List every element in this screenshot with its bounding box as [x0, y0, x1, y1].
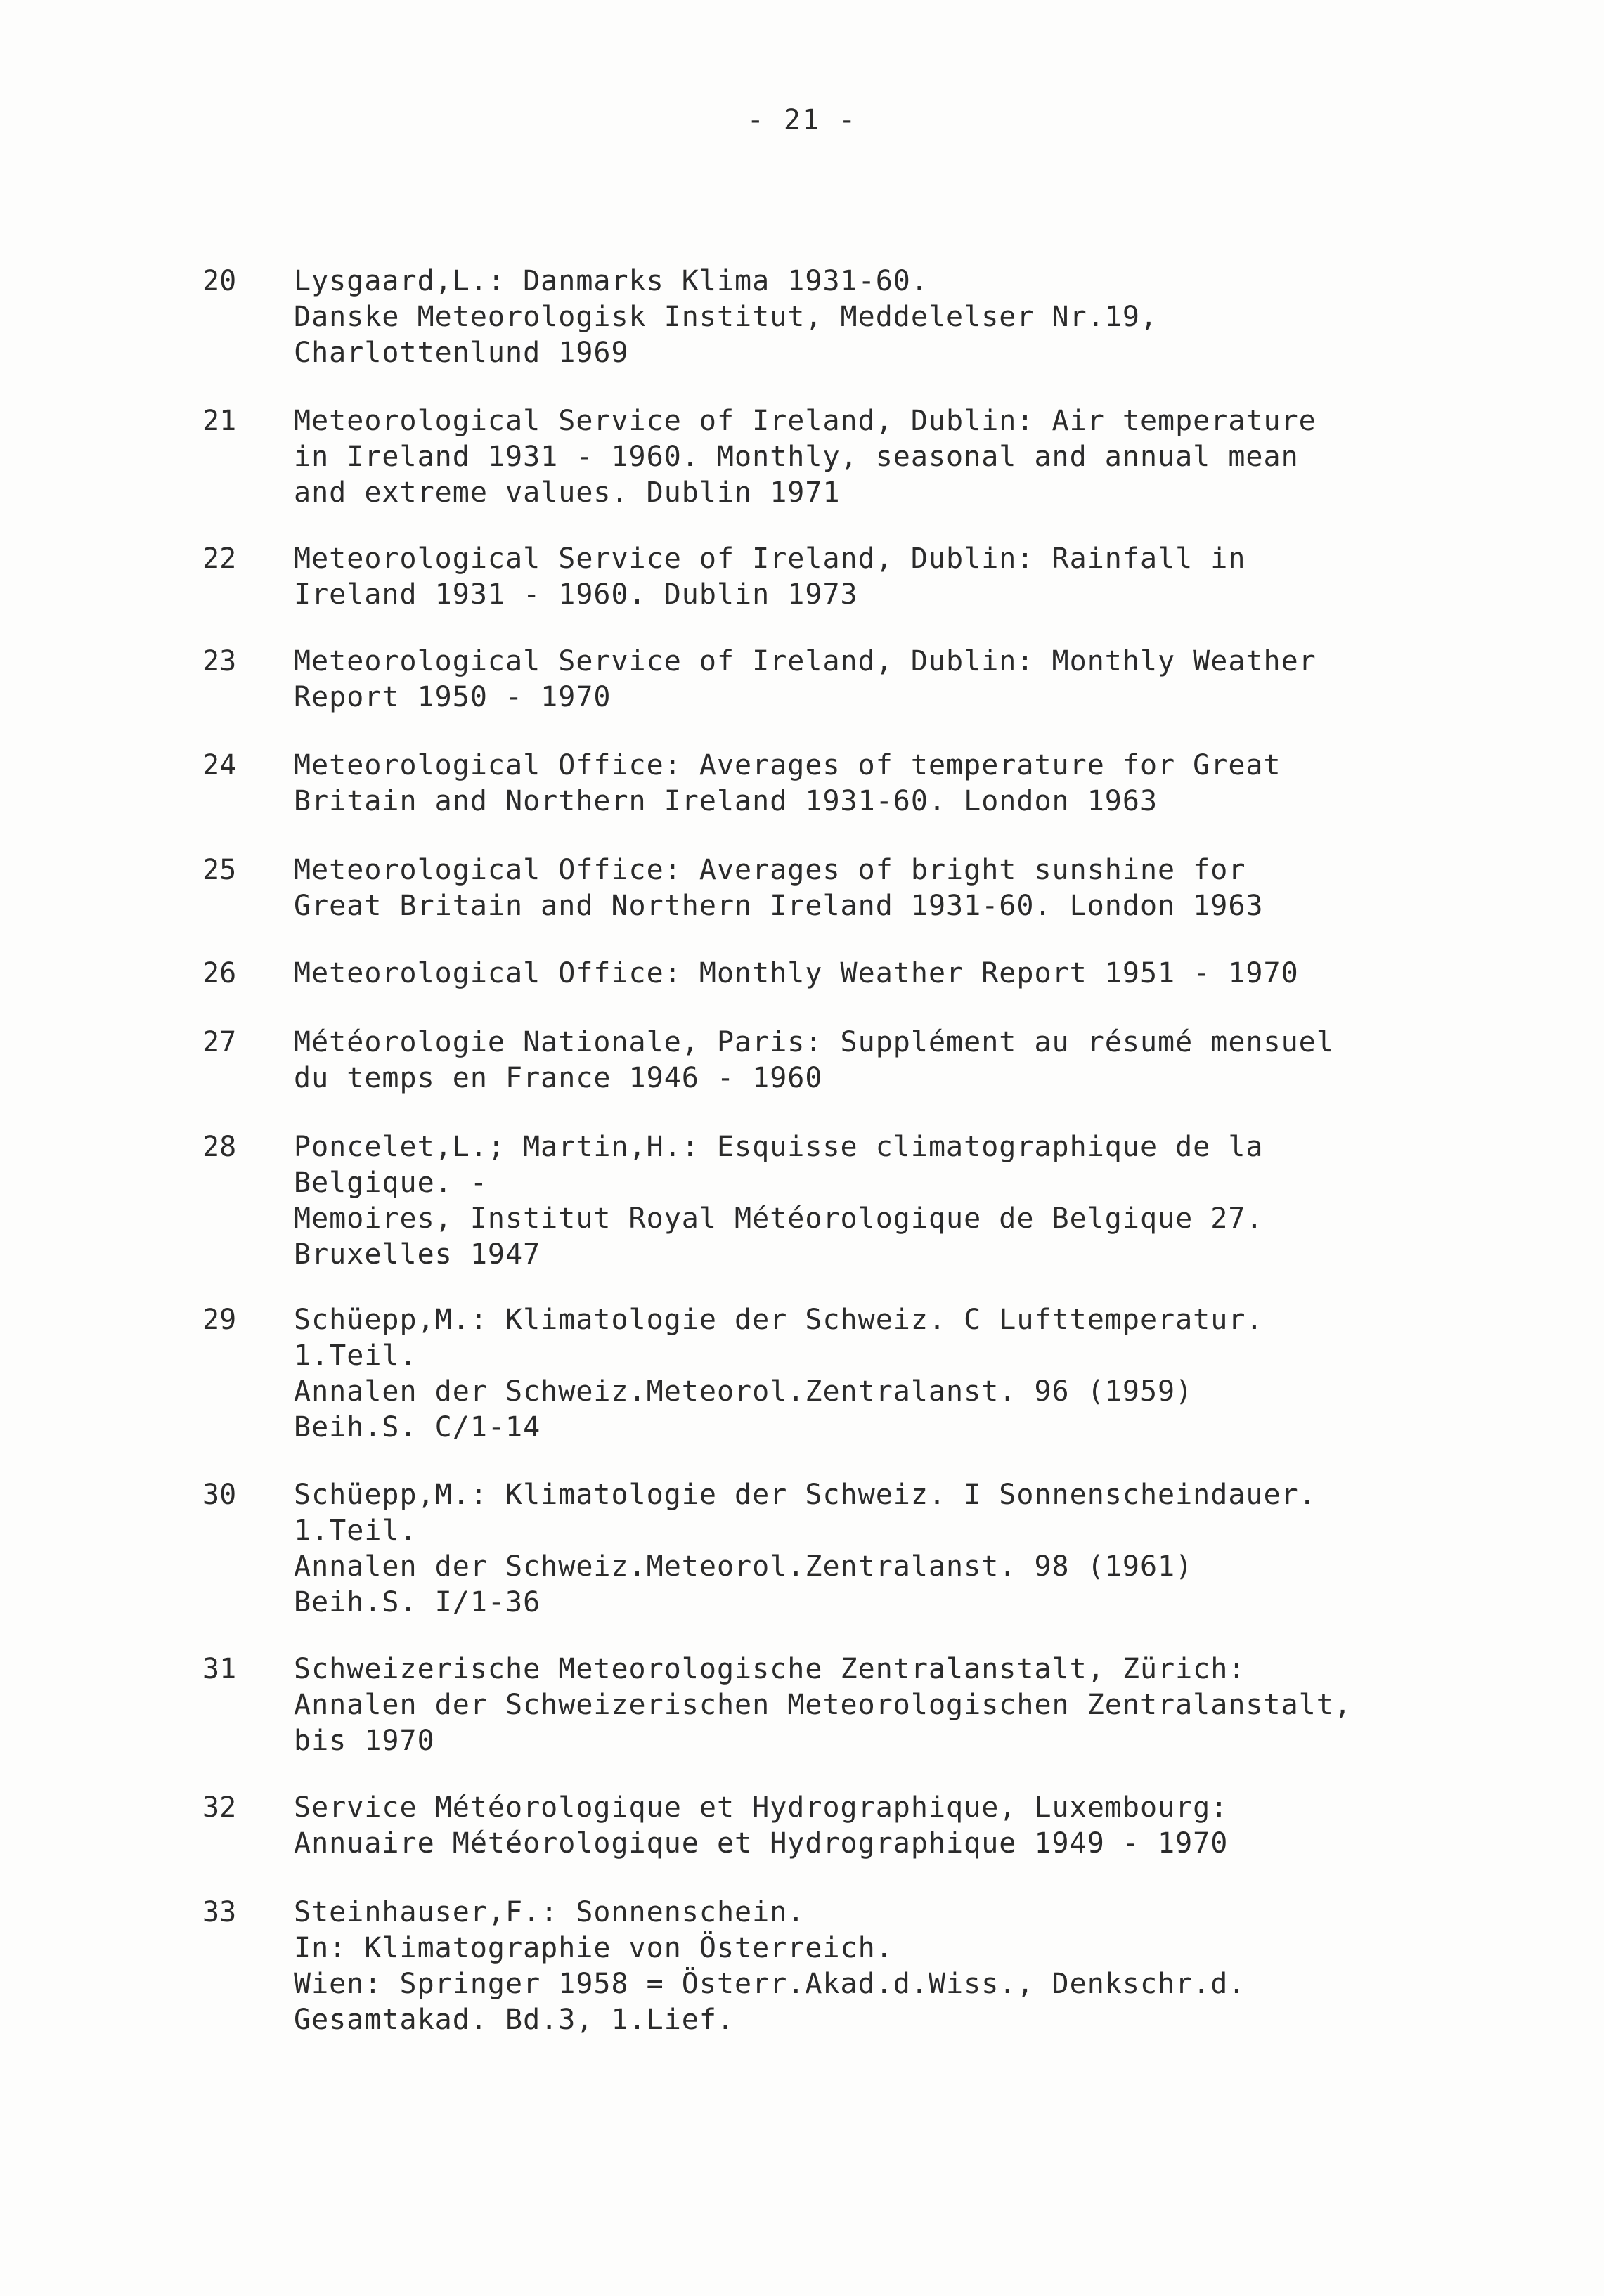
- reference-number: 31: [202, 1653, 237, 1685]
- reference-text: [294, 403, 1432, 511]
- reference-line: Meteorological Office: Monthly Weather Report 1951 - 1970: [294, 957, 1299, 990]
- reference-text: [294, 644, 1432, 715]
- reference-number: 27: [202, 1026, 237, 1058]
- reference-text: [294, 1895, 1432, 2038]
- reference-number: 26: [202, 957, 237, 990]
- reference-number: 23: [202, 645, 237, 677]
- reference-line: Lysgaard,L.: Danmarks Klima 1931-60.: [294, 265, 929, 297]
- reference-text: [294, 1025, 1432, 1096]
- reference-line: Belgique. -: [294, 1167, 488, 1199]
- reference-line: in Ireland 1931 - 1960. Monthly, seasonal and annual mean: [294, 441, 1299, 473]
- reference-text: [294, 748, 1432, 819]
- reference-number: 32: [202, 1791, 237, 1824]
- reference-line: Schüepp,M.: Klimatologie der Schweiz. C Lufttemperatur.: [294, 1304, 1264, 1336]
- reference-text: [294, 956, 1432, 992]
- reference-line: Service Météorologique et Hydrographique, Luxembourg:: [294, 1791, 1229, 1824]
- reference-line: Beih.S. C/1-14: [294, 1411, 541, 1444]
- reference-line: Meteorological Service of Ireland, Dublin: Air temperature: [294, 405, 1317, 437]
- reference-line: Bruxelles 1947: [294, 1238, 541, 1271]
- reference-number: 24: [202, 749, 237, 781]
- reference-number: 30: [202, 1479, 237, 1511]
- reference-number: 25: [202, 854, 237, 886]
- reference-line: Gesamtakad. Bd.3, 1.Lief.: [294, 2004, 735, 2036]
- reference-line: Météorologie Nationale, Paris: Supplément au résumé mensuel: [294, 1026, 1334, 1058]
- reference-text: [294, 1477, 1432, 1621]
- reference-line: Annalen der Schweizerischen Meteorologischen Zentralanstalt,: [294, 1689, 1352, 1721]
- reference-line: Beih.S. I/1-36: [294, 1586, 541, 1619]
- reference-line: Meteorological Service of Ireland, Dublin: Monthly Weather: [294, 645, 1317, 677]
- reference-number: 29: [202, 1304, 237, 1336]
- reference-line: and extreme values. Dublin 1971: [294, 476, 841, 509]
- reference-line: Charlottenlund 1969: [294, 337, 629, 369]
- reference-line: 1.Teil.: [294, 1340, 418, 1372]
- reference-text: [294, 1302, 1432, 1446]
- reference-text: [294, 1129, 1432, 1273]
- reference-line: Meteorological Office: Averages of temperature for Great: [294, 749, 1281, 781]
- reference-number: 20: [202, 265, 237, 297]
- reference-text: [294, 264, 1432, 371]
- page-number: - 21 -: [746, 104, 858, 136]
- reference-line: 1.Teil.: [294, 1515, 418, 1547]
- reference-line: Annalen der Schweiz.Meteorol.Zentralanst. 98 (1961): [294, 1550, 1194, 1583]
- reference-line: Poncelet,L.; Martin,H.: Esquisse climatographique de la: [294, 1131, 1264, 1163]
- reference-line: Great Britain and Northern Ireland 1931-60. London 1963: [294, 890, 1264, 922]
- reference-text: [294, 541, 1432, 613]
- reference-line: Annalen der Schweiz.Meteorol.Zentralanst. 96 (1959): [294, 1375, 1194, 1408]
- reference-number: 28: [202, 1131, 237, 1163]
- reference-line: Memoires, Institut Royal Météorologique de Belgique 27.: [294, 1202, 1264, 1235]
- reference-line: Britain and Northern Ireland 1931-60. London 1963: [294, 785, 1158, 817]
- reference-line: In: Klimatographie von Österreich.: [294, 1932, 893, 1964]
- reference-line: Schweizerische Meteorologische Zentralanstalt, Zürich:: [294, 1653, 1246, 1685]
- reference-line: Schüepp,M.: Klimatologie der Schweiz. I Sonnenscheindauer.: [294, 1479, 1317, 1511]
- reference-line: Annuaire Météorologique et Hydrographique 1949 - 1970: [294, 1827, 1229, 1860]
- reference-line: Meteorological Office: Averages of bright sunshine for: [294, 854, 1246, 886]
- reference-line: Report 1950 - 1970: [294, 681, 612, 713]
- reference-number: 33: [202, 1896, 237, 1928]
- reference-text: [294, 852, 1432, 924]
- reference-line: Ireland 1931 - 1960. Dublin 1973: [294, 578, 858, 611]
- reference-number: 21: [202, 405, 237, 437]
- reference-line: Wien: Springer 1958 = Österr.Akad.d.Wiss., Denkschr.d.: [294, 1968, 1246, 2000]
- reference-text: [294, 1652, 1432, 1759]
- reference-number: 22: [202, 543, 237, 575]
- reference-text: [294, 1790, 1432, 1862]
- reference-line: bis 1970: [294, 1725, 435, 1757]
- reference-line: Danske Meteorologisk Institut, Meddelelser Nr.19,: [294, 301, 1158, 333]
- reference-line: Steinhauser,F.: Sonnenschein.: [294, 1896, 806, 1928]
- reference-line: du temps en France 1946 - 1960: [294, 1062, 823, 1094]
- reference-line: Meteorological Service of Ireland, Dublin: Rainfall in: [294, 543, 1246, 575]
